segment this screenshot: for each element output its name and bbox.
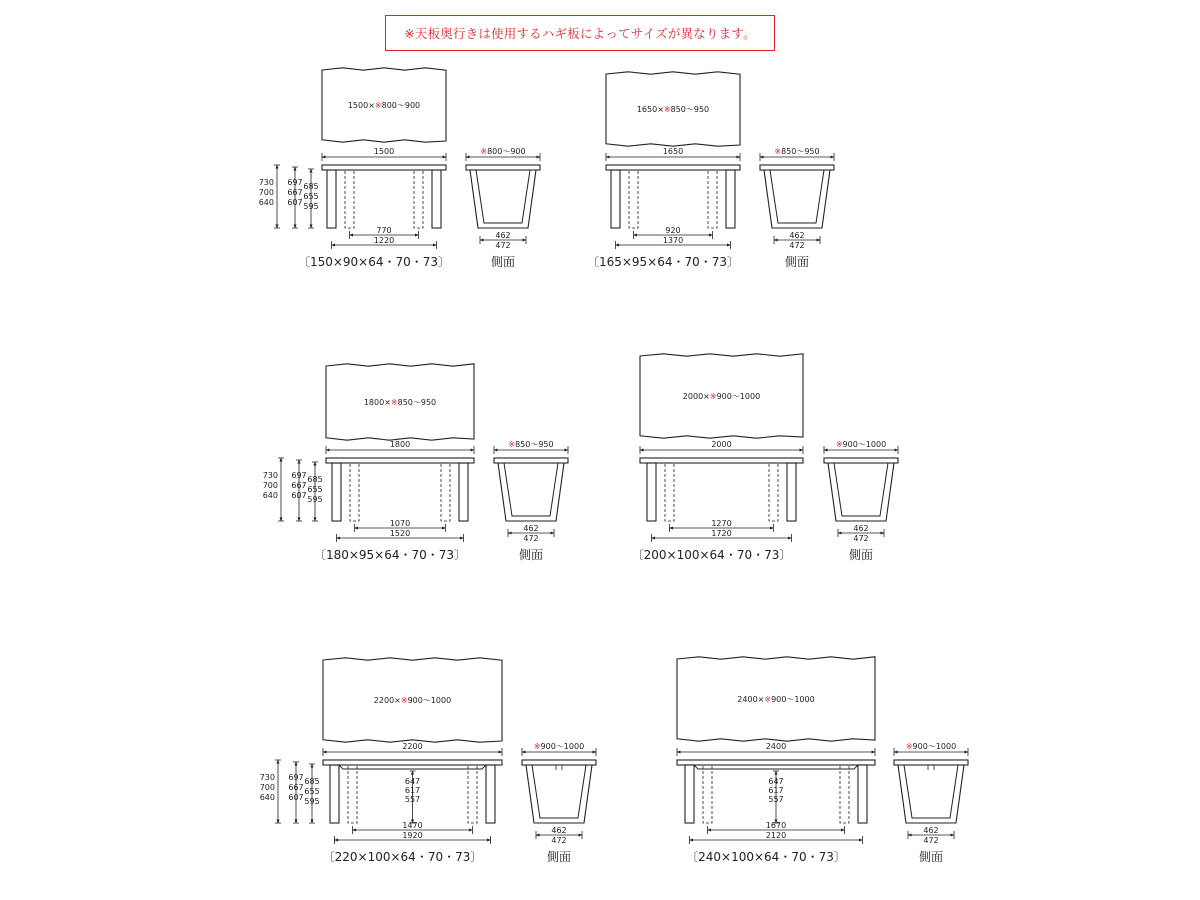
front-leg-right: [726, 170, 735, 228]
top-depth-value: 850～950: [670, 105, 710, 114]
front-leg-left: [330, 765, 339, 823]
front-leg-right: [486, 765, 495, 823]
tabletop-side: [522, 760, 596, 765]
tabletop-side: [824, 458, 898, 463]
side-leg-frame-inner: [770, 170, 824, 223]
side-view-label: 側面: [848, 548, 874, 562]
clearance-label: 617: [768, 786, 784, 795]
side-depth-label: [508, 440, 553, 449]
front-leg-right: [858, 765, 867, 823]
side-view-label: 側面: [518, 548, 544, 562]
table-drawing-1500: [259, 68, 540, 269]
table-drawing-2200: [260, 658, 596, 864]
apron-rail: [694, 765, 858, 769]
depth-note-mark: ※: [774, 147, 782, 156]
table-caption: 〔165×95×64・70・73〕: [586, 255, 740, 269]
rear-leg-right: [441, 463, 450, 521]
outer-leg-label: 2120: [765, 831, 787, 840]
depth-note-mark: ※: [374, 101, 382, 110]
side-base-inner-label: 462: [923, 826, 939, 835]
width-label: 1500: [373, 147, 395, 156]
top-depth-value: 900～1000: [407, 696, 452, 705]
side-base-outer-label: 472: [495, 241, 511, 250]
outer-leg-label: 1370: [662, 236, 684, 245]
side-base-inner-label: 462: [551, 826, 567, 835]
rear-leg-right: [840, 765, 849, 823]
outer-leg-label: 1720: [711, 529, 732, 538]
inner-leg-label: 1470: [402, 821, 423, 830]
top-depth-value: 900～1000: [771, 695, 815, 704]
height-label: 640: [258, 198, 274, 207]
clearance-label: 617: [404, 786, 421, 795]
tabletop-front: [640, 458, 803, 463]
tabletop-side: [760, 165, 834, 170]
top-width-value: 2000×: [682, 392, 710, 401]
front-leg-left: [611, 170, 620, 228]
height-label: 655: [307, 485, 323, 494]
table-drawing-2400: [677, 657, 968, 864]
clearance-label: 647: [768, 777, 784, 786]
apron-rail: [339, 765, 486, 769]
side-depth-value: 900～1000: [540, 742, 585, 751]
rear-leg-right: [769, 463, 778, 521]
tabletop-side: [894, 760, 968, 765]
height-label: 730: [259, 773, 275, 782]
side-depth-value: 850～950: [515, 440, 554, 449]
front-leg-right: [432, 170, 441, 228]
depth-note-mark: ※: [835, 440, 843, 449]
depth-note-mark: ※: [508, 440, 516, 449]
height-label: 667: [288, 783, 304, 792]
side-depth-value: 850～950: [781, 147, 820, 156]
front-leg-left: [332, 463, 341, 521]
width-label: 1800: [389, 440, 411, 449]
depth-note-mark: ※: [400, 696, 408, 705]
depth-note-mark: ※: [709, 392, 717, 401]
height-label: 700: [259, 783, 275, 792]
side-depth-value: 800～900: [487, 147, 526, 156]
depth-note-mark: ※: [533, 742, 541, 751]
top-depth-value: 800～900: [381, 101, 421, 110]
outer-leg-label: 1920: [402, 831, 423, 840]
side-depth-label: [836, 440, 886, 449]
inner-leg-label: 1070: [389, 519, 411, 528]
height-label: 700: [262, 481, 278, 490]
height-label: 607: [287, 198, 303, 207]
side-leg-frame-inner: [476, 170, 530, 223]
tabletop-side: [466, 165, 540, 170]
front-leg-right: [459, 463, 468, 521]
inner-leg-label: 770: [376, 226, 392, 235]
height-label: 685: [303, 182, 319, 191]
height-label: 595: [307, 495, 323, 504]
depth-note-mark: ※: [905, 742, 913, 751]
top-size-label: [364, 398, 436, 407]
side-depth-value: 900～1000: [842, 440, 887, 449]
table-drawing-1800: [263, 364, 568, 562]
rear-leg-left: [629, 170, 638, 228]
side-apron-clip: [556, 765, 562, 770]
height-label: 655: [304, 787, 320, 796]
top-width-value: 2400×: [737, 695, 765, 704]
rear-leg-right: [708, 170, 717, 228]
clearance-label: 557: [768, 795, 784, 804]
side-base-outer-label: 472: [551, 836, 567, 845]
side-base-outer-label: 472: [853, 534, 869, 543]
height-label: 595: [303, 202, 319, 211]
side-depth-value: 900～1000: [912, 742, 957, 751]
height-label: 697: [287, 178, 303, 187]
rear-leg-left: [345, 170, 354, 228]
inner-leg-label: 1270: [711, 519, 732, 528]
side-leg-frame-inner: [904, 765, 958, 818]
top-width-value: 1500×: [347, 101, 375, 110]
side-apron-clip: [928, 765, 934, 770]
clearance-label: 647: [404, 777, 421, 786]
depth-note-mark: ※: [663, 105, 671, 114]
height-label: 595: [304, 797, 320, 806]
side-base-outer-label: 472: [923, 836, 939, 845]
tabletop-side: [494, 458, 568, 463]
height-label: 667: [291, 481, 307, 490]
top-depth-value: 900～1000: [716, 392, 761, 401]
side-base-inner-label: 462: [495, 231, 511, 240]
tabletop-front: [323, 760, 502, 765]
front-leg-right: [787, 463, 796, 521]
top-size-label: [374, 696, 451, 705]
side-base-inner-label: 462: [789, 231, 805, 240]
width-label: 2000: [711, 440, 732, 449]
side-depth-label: [480, 147, 525, 156]
top-width-value: 1650×: [636, 105, 664, 114]
side-view-label: 側面: [784, 255, 810, 269]
top-size-label: [737, 695, 814, 704]
front-leg-left: [685, 765, 694, 823]
side-base-outer-label: 472: [523, 534, 539, 543]
front-leg-left: [647, 463, 656, 521]
height-label: 607: [288, 793, 304, 802]
depth-note-mark: ※: [390, 398, 398, 407]
height-label: 730: [258, 178, 274, 187]
top-size-label: [683, 392, 760, 401]
tabletop-front: [326, 458, 474, 463]
table-drawing-1650: [587, 72, 834, 269]
height-label: 700: [258, 188, 274, 197]
height-label: 640: [259, 793, 275, 802]
side-leg-frame-inner: [834, 463, 888, 516]
inner-leg-label: 920: [665, 226, 681, 235]
tabletop-front: [677, 760, 875, 765]
top-width-value: 1800×: [363, 398, 391, 407]
top-width-value: 2200×: [373, 696, 401, 705]
tabletop-front: [322, 165, 446, 170]
tabletop-front: [606, 165, 740, 170]
side-base-inner-label: 462: [523, 524, 539, 533]
depth-note-mark: ※: [480, 147, 488, 156]
table-caption: 〔150×90×64・70・73〕: [297, 255, 451, 269]
height-label: 685: [307, 475, 323, 484]
rear-leg-right: [414, 170, 423, 228]
rear-leg-left: [348, 765, 357, 823]
side-view-label: 側面: [546, 850, 572, 864]
rear-leg-left: [703, 765, 712, 823]
table-caption: 〔220×100×64・70・73〕: [322, 850, 483, 864]
depth-note-mark: ※: [764, 695, 772, 704]
clearance-label: 557: [404, 795, 421, 804]
width-label: 2400: [765, 742, 787, 751]
front-leg-left: [327, 170, 336, 228]
top-size-label: [348, 101, 420, 110]
table-drawing-2000: [632, 354, 898, 562]
table-caption: 〔240×100×64・70・73〕: [686, 850, 846, 864]
side-depth-label: [906, 742, 956, 751]
side-leg-frame-inner: [504, 463, 558, 516]
height-label: 697: [291, 471, 307, 480]
table-caption: 〔200×100×64・70・73〕: [631, 548, 792, 562]
side-depth-label: [534, 742, 584, 751]
side-view-label: 側面: [490, 255, 516, 269]
outer-leg-label: 1220: [373, 236, 395, 245]
top-size-label: [637, 105, 709, 114]
top-depth-value: 850～950: [397, 398, 437, 407]
width-label: 1650: [662, 147, 684, 156]
rear-leg-right: [468, 765, 477, 823]
width-label: 2200: [402, 742, 423, 751]
height-label: 697: [288, 773, 304, 782]
size-notice-text: ※天板奥行きは使用するハギ板によってサイズが異なります。: [404, 26, 756, 41]
height-label: 667: [287, 188, 303, 197]
side-view-label: 側面: [918, 850, 944, 864]
height-label: 730: [262, 471, 278, 480]
height-label: 685: [304, 777, 320, 786]
rear-leg-left: [665, 463, 674, 521]
side-base-inner-label: 462: [853, 524, 869, 533]
table-caption: 〔180×95×64・70・73〕: [313, 548, 467, 562]
outer-leg-label: 1520: [389, 529, 411, 538]
height-label: 607: [291, 491, 307, 500]
rear-leg-left: [350, 463, 359, 521]
side-base-outer-label: 472: [789, 241, 805, 250]
side-depth-label: [774, 147, 819, 156]
height-label: 655: [303, 192, 319, 201]
height-label: 640: [262, 491, 278, 500]
inner-leg-label: 1670: [765, 821, 787, 830]
side-leg-frame-inner: [532, 765, 586, 818]
